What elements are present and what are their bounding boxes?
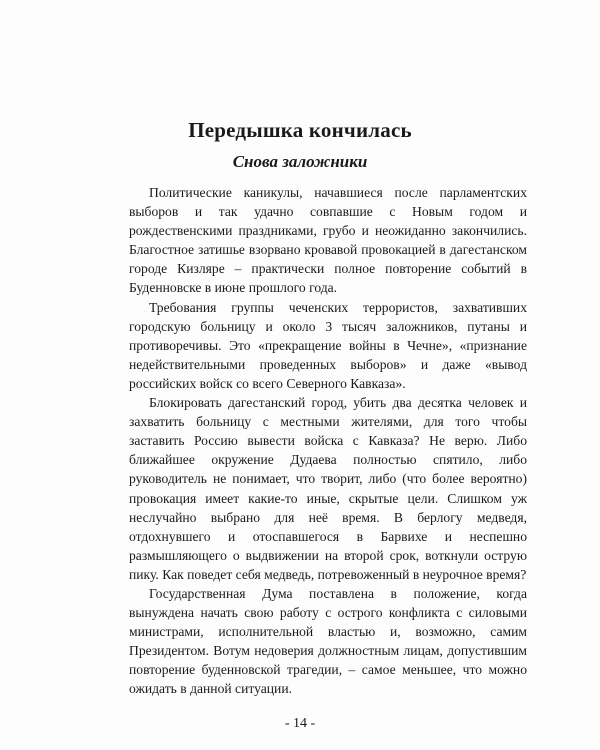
- chapter-title: Передышка кончилась: [188, 118, 412, 142]
- paragraph: Политические каникулы, начавшиеся после парламентских выборов и так удачно совпавшие с Новым годом и рождественскими праздниками, грубо и неожиданно закончились. Благостное затишье взорвано кровавой провокацией в дагестанском городе Кизляре – практически полное повторение событий в Буденновске в июне прошлого года.: [129, 185, 527, 296]
- paragraph: Блокировать дагестанский город, убить два десятка человек и захватить больницу с местными жителями, для того чтобы заставить Россию вывести войска с Кавказа? Не верю. Либо ближайшее окружение Дудаева полностью спятило, либо руководитель не понимает, что творит, либо (что более вероятно) провокация имеет какие-то иные, скрытые цели. Слишком уж неслучайно выбрано для неё время. В берлогу медведя, отдохнувшего и отоспавшегося в Барвихе и неспешно размышляющего о выдвижении на второй срок, воткнули острую пику. Как поведет себя медведь, потревоженный в неурочное время?: [129, 395, 527, 582]
- paragraph: Государственная Дума поставлена в положение, когда вынуждена начать свою работу с острого конфликта с силовыми министрами, исполнительной властью и, возможно, самим Президентом. Вотум недоверия должностным лицам, допустившим повторение буденновской трагедии, – самое меньшее, что можно ожидать в данной ситуации.: [129, 585, 527, 697]
- section-subtitle: Снова заложники: [232, 152, 368, 171]
- page-number: - 14 -: [284, 716, 316, 731]
- paragraph: Требования группы чеченских террористов, захвативших городскую больницу и около 3 тысяч заложников, путаны и противоречивы. Это «прекращение войны в Чечне», «признание недействительными проведенных выборов» и даже «вывод российских войск со всего Северного Кавказа».: [129, 299, 527, 391]
- body-text: [129, 183, 527, 699]
